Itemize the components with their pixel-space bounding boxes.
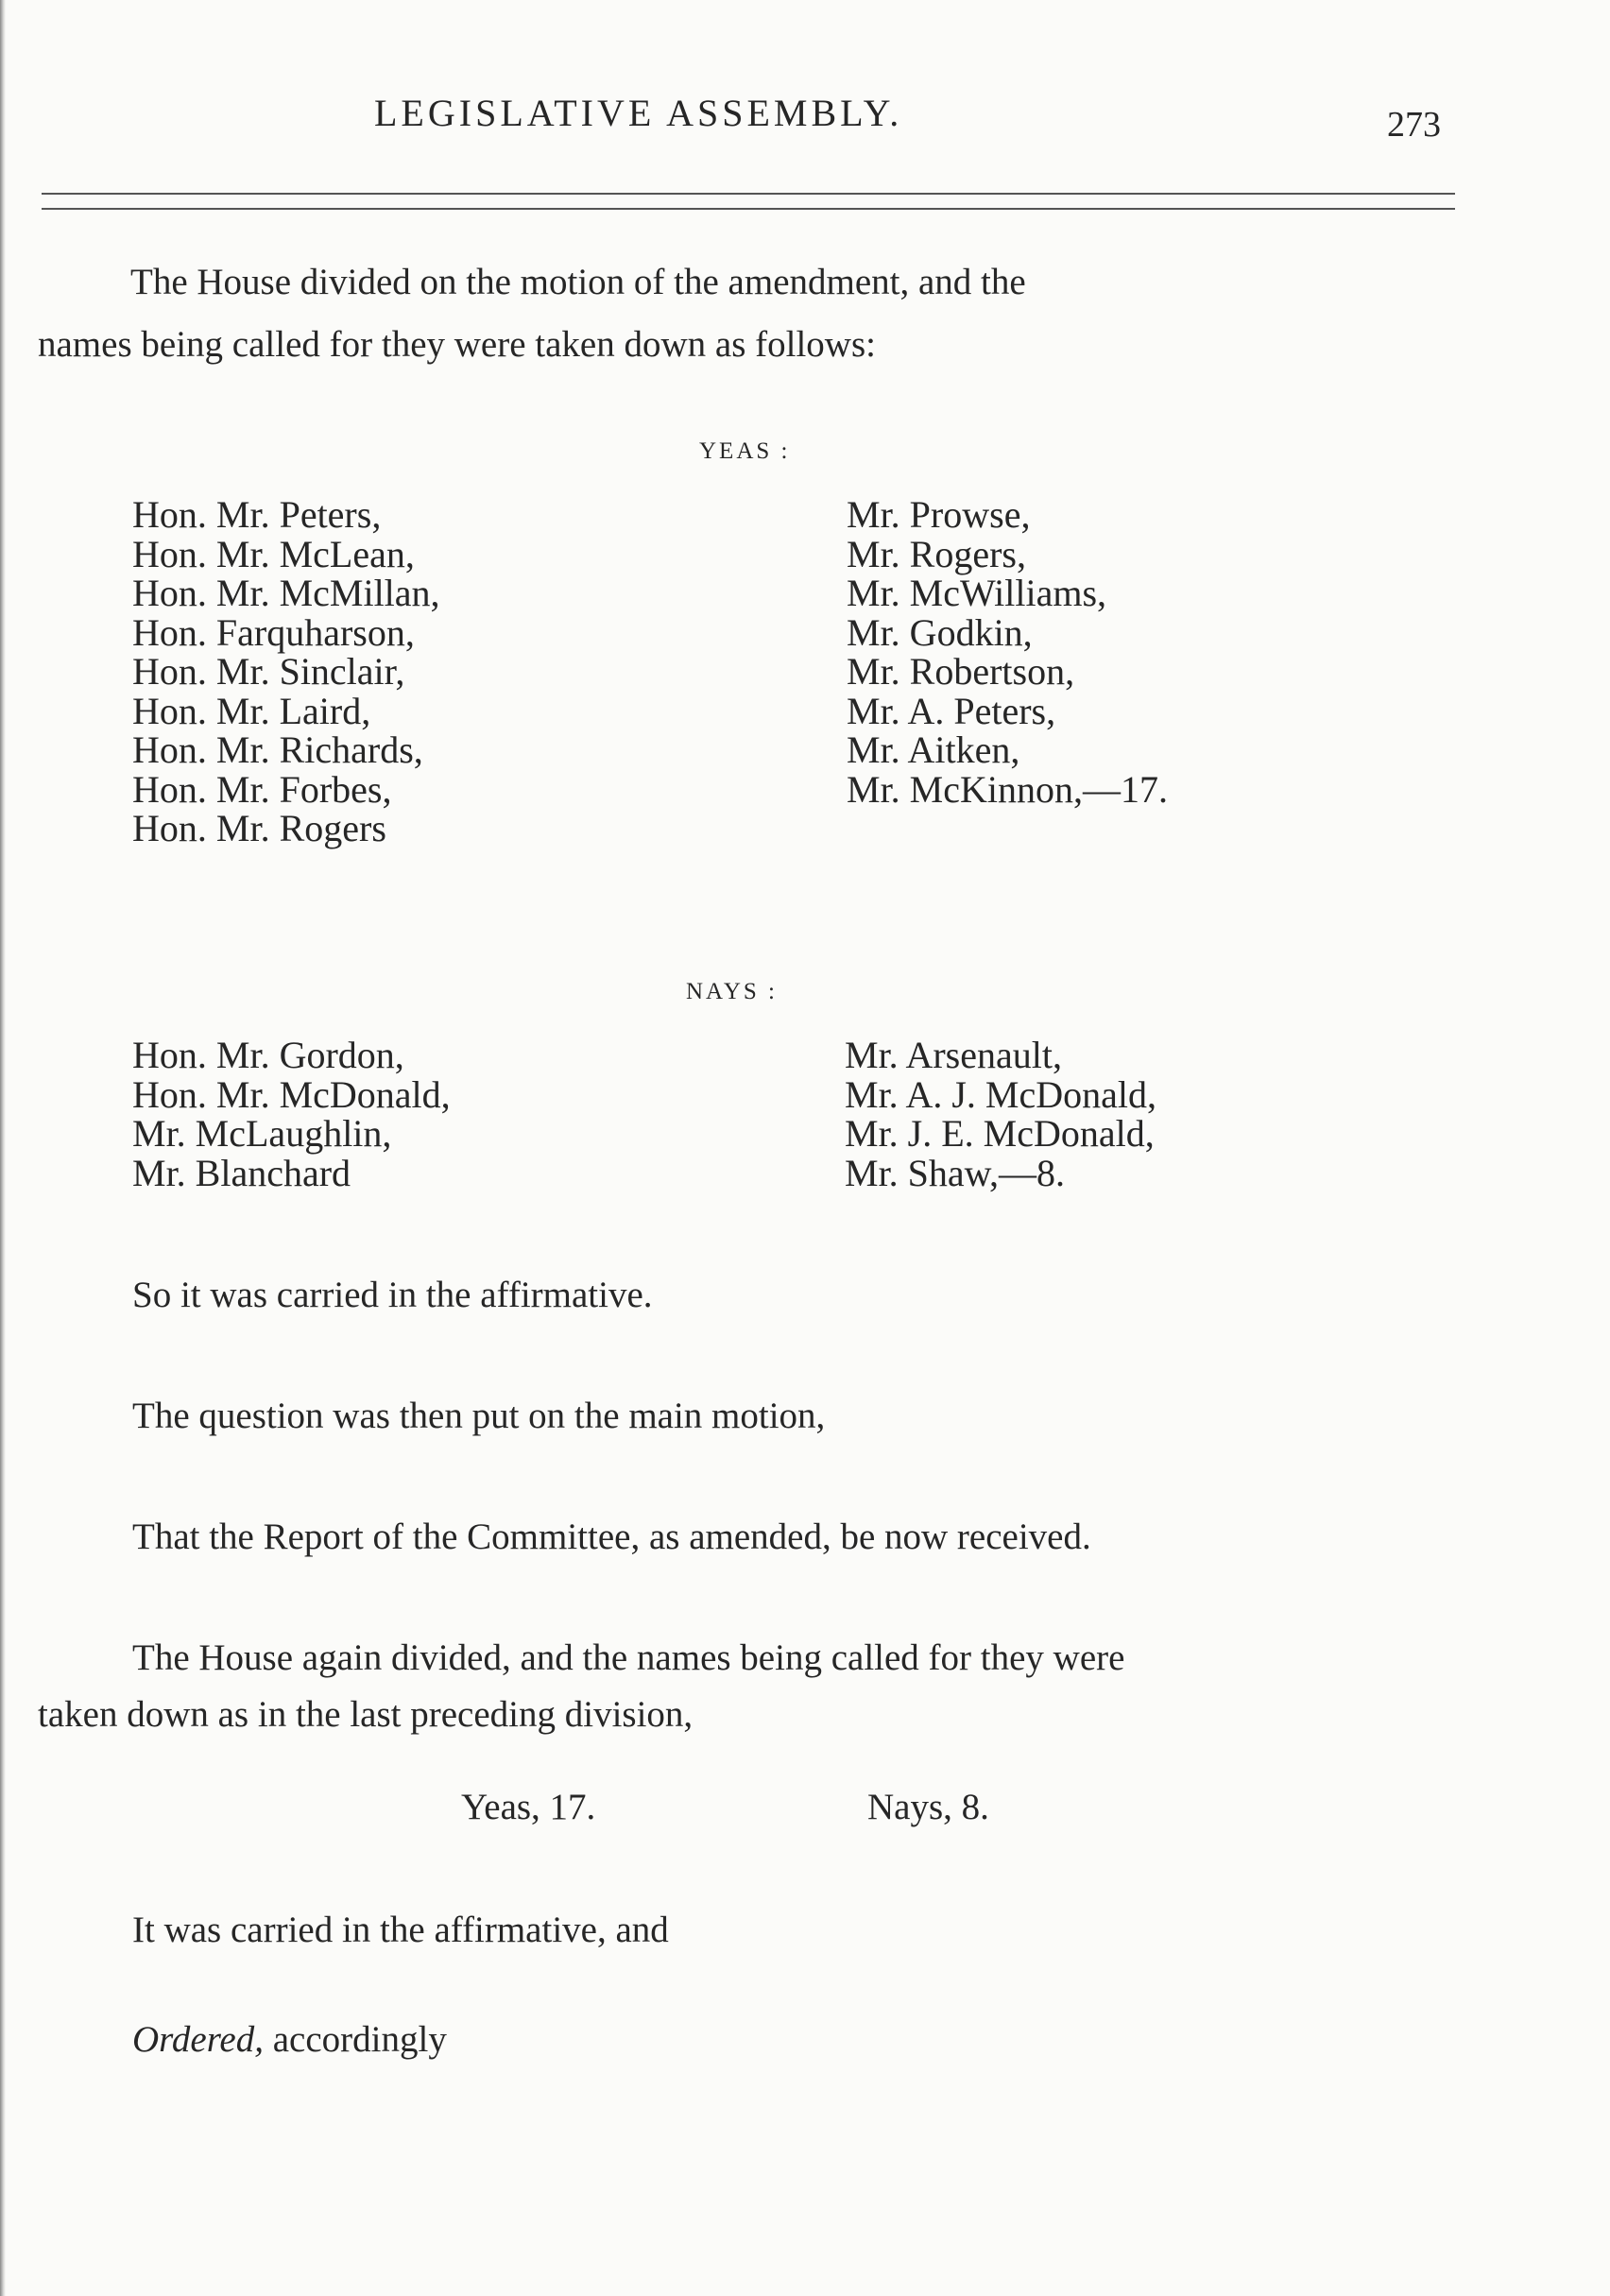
list-item: Mr. Shaw,—8.: [845, 1151, 1065, 1194]
list-item: Mr. Blanchard: [132, 1151, 351, 1194]
ordered-rest: accordingly: [264, 2019, 447, 2060]
list-item: Hon. Mr. Rogers: [132, 807, 386, 849]
list-item: Mr. A. Peters,: [847, 689, 1056, 732]
nays-heading: NAYS :: [686, 979, 778, 1004]
header-rule-top: [42, 193, 1455, 195]
binding-edge: [0, 0, 6, 2296]
list-item: Mr. McLaughlin,: [132, 1112, 392, 1155]
list-item: Hon. Mr. McDonald,: [132, 1072, 451, 1116]
header-rule-bottom: [42, 208, 1455, 210]
yeas-right-list: [847, 495, 1168, 809]
nays-right-list: [845, 1036, 1156, 1192]
carried-statement: So it was carried in the affirmative.: [132, 1275, 653, 1315]
running-title: LEGISLATIVE ASSEMBLY.: [374, 92, 903, 134]
list-item: Mr. J. E. McDonald,: [845, 1112, 1155, 1155]
intro-line-1: The House divided on the motion of the amendment, and the: [130, 262, 1026, 302]
motion-text: That the Report of the Committee, as amended, be now received.: [132, 1516, 1091, 1557]
list-item: Mr. Rogers,: [847, 532, 1026, 575]
list-item: Hon. Mr. Peters,: [132, 493, 382, 536]
list-item: Mr. McWilliams,: [847, 572, 1107, 614]
list-item: Hon. Mr. Sinclair,: [132, 650, 405, 693]
ordered-word: Ordered,: [132, 2019, 264, 2060]
intro-line-2: names being called for they were taken down as follows:: [38, 324, 876, 365]
tally-nays: Nays, 8.: [867, 1787, 989, 1827]
list-item: Mr. Godkin,: [847, 610, 1033, 654]
yeas-heading: YEAS :: [699, 438, 791, 464]
tally-yeas: Yeas, 17.: [461, 1787, 596, 1827]
list-item: Hon. Mr. Richards,: [132, 728, 423, 771]
carried-statement-2: It was carried in the affirmative, and: [132, 1910, 669, 1950]
list-item: Hon. Mr. Gordon,: [132, 1034, 404, 1076]
list-item: Hon. Mr. McLean,: [132, 532, 415, 575]
list-item: Hon. Farquharson,: [132, 610, 415, 654]
page-number: 273: [1387, 105, 1441, 145]
list-item: Mr. A. J. McDonald,: [845, 1072, 1156, 1116]
list-item: Mr. Aitken,: [847, 728, 1020, 771]
nays-left-list: [132, 1036, 451, 1192]
list-item: Mr. McKinnon,—17.: [847, 767, 1168, 811]
list-item: Mr. Arsenault,: [845, 1034, 1062, 1076]
question-statement: The question was then put on the main motion,: [132, 1396, 826, 1436]
list-item: Hon. Mr. Laird,: [132, 689, 371, 732]
division-line-2: taken down as in the last preceding division,: [38, 1694, 694, 1735]
ordered-line: [132, 2009, 447, 2071]
list-item: Hon. Mr. Forbes,: [132, 767, 392, 811]
list-item: Mr. Prowse,: [847, 493, 1031, 536]
division-line-1: The House again divided, and the names being called for they were: [132, 1637, 1125, 1678]
list-item: Hon. Mr. McMillan,: [132, 572, 440, 614]
list-item: Mr. Robertson,: [847, 650, 1075, 693]
yeas-left-list: [132, 495, 440, 848]
